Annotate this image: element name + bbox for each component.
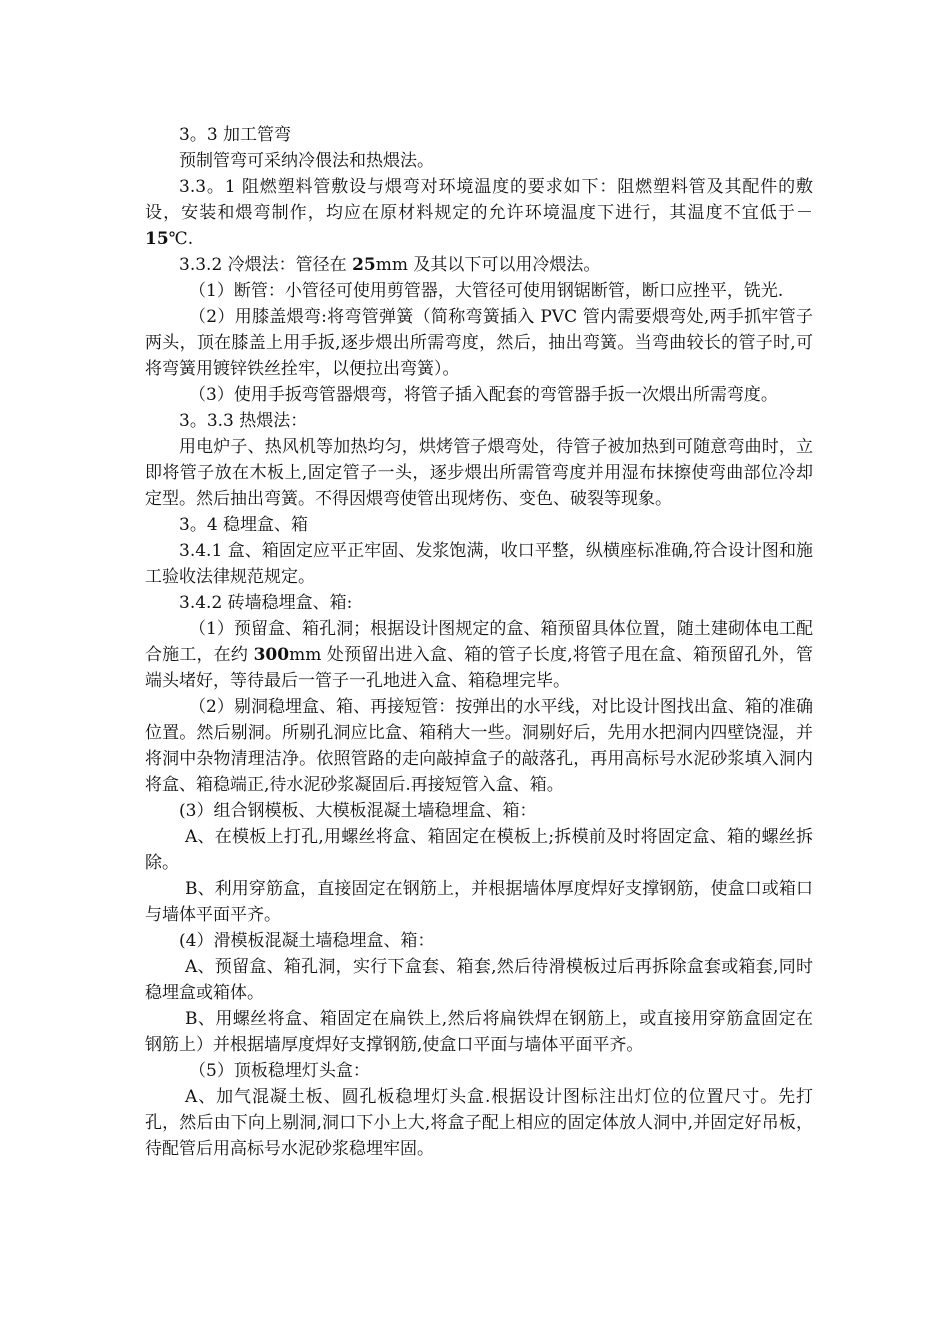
- paragraph: 预制管弯可采纳冷偎法和热煨法。: [179, 151, 434, 171]
- paragraph: 3.3。1 阻燃塑料管敷设与煨弯对环境温度的要求如下：阻燃塑料管及其配件的敷设，安装和煨弯制作，均应在原材料规定的允许环境温度下进行，其温度不宜低于－15℃.: [145, 177, 813, 249]
- list-item: （5）顶板稳埋灯头盒：: [189, 1061, 370, 1081]
- sub-item: A、加气混凝土板、圆孔板稳埋灯头盒.根据设计图标注出灯位的位置尺寸。先打孔，然后由下向上剔洞,洞口下小上大,将盒子配上相应的固定体放人洞中,并固定好吊板，待配管后用高标号水泥砂浆稳埋牢固。: [145, 1087, 813, 1159]
- paragraph: 3.4.2 砖墙稳埋盒、箱:: [179, 593, 353, 613]
- section-heading-3-3-3: 3。3.3 热煨法：: [179, 411, 308, 431]
- paragraph: 3.4.1 盒、箱固定应平正牢固、发浆饱满，收口平整，纵横座标准确,符合设计图和施工验收法律规范规定。: [145, 541, 813, 587]
- sub-item: A、在模板上打孔,用螺丝将盒、箱固定在模板上;拆模前及时将固定盒、箱的螺丝拆除。: [145, 827, 813, 873]
- sub-item: A、预留盒、箱孔洞，实行下盒套、箱套,然后待滑模板过后再拆除盒套或箱套,同时稳埋盒或箱体。: [145, 957, 813, 1003]
- sub-item: B、利用穿筋盒，直接固定在钢筋上，并根据墙体厚度焊好支撑钢筋，使盒口或箱口与墙体平面平齐。: [145, 879, 813, 925]
- list-item: (3）组合钢模板、大模板混凝土墙稳埋盒、箱：: [179, 801, 537, 821]
- list-item: （3）使用手扳弯管器煨弯，将管子插入配套的弯管器手扳一次煨出所需弯度。: [189, 385, 778, 405]
- sub-item: B、用螺丝将盒、箱固定在扁铁上,然后将扁铁焊在钢筋上，或直接用穿筋盒固定在钢筋上）并根据墙厚度焊好支撑钢筋,使盒口平面与墙体平面平齐。: [145, 1009, 813, 1055]
- list-item: （2）剔洞稳埋盒、箱、再接短管：按弹出的水平线，对比设计图找出盒、箱的准确位置。然后剔洞。所剔孔洞应比盒、箱稍大一些。洞剔好后，先用水把洞内四壁饶湿，并将洞中杂物清理洁净。依照管路的走向敲掉盒子的敲落孔，再用高标号水泥砂浆填入洞内将盒、箱稳端正,待水泥砂浆凝固后.再接短管入盒、箱。: [145, 697, 813, 795]
- paragraph: 用电炉子、热风机等加热均匀，烘烤管子煨弯处，待管子被加热到可随意弯曲时，立即将管子放在木板上,固定管子一头，逐步煨出所需管弯度并用湿布抹擦使弯曲部位冷却定型。然后抽出弯簧。不得因煨弯使管出现烤伤、变色、破裂等现象。: [145, 437, 813, 509]
- section-heading-3-3: 3。3 加工管弯: [179, 125, 292, 145]
- list-item: （2）用膝盖煨弯:将弯管弹簧（简称弯簧插入 PVC 管内需要煨弯处,两手抓牢管子两头，顶在膝盖上用手扳,逐步煨出所需弯度，然后，抽出弯簧。当弯曲较长的管子时,可将弯簧用镀锌铁丝拴牢，以便拉出弯簧）。: [145, 307, 813, 379]
- section-heading-3-4: 3。4 稳埋盒、箱: [179, 515, 309, 535]
- document-body: [145, 122, 813, 1162]
- list-item: （1）断管：小管径可使用剪管器，大管径可使用钢锯断管，断口应挫平，铣光.: [189, 281, 784, 301]
- list-item: （1）预留盒、箱孔洞；根据设计图规定的盒、箱预留具体位置，随土建砌体电工配合施工，在约 300mm 处预留出进入盒、箱的管子长度,将管子甩在盒、箱预留孔外，管端头堵好，等待最后一管子一孔地进入盒、箱稳埋完毕。: [145, 619, 814, 691]
- paragraph: 3.3.2 冷煨法：管径在 25mm 及其以下可以用冷煨法。: [179, 255, 601, 275]
- list-item: (4）滑模板混凝土墙稳埋盒、箱：: [179, 931, 435, 951]
